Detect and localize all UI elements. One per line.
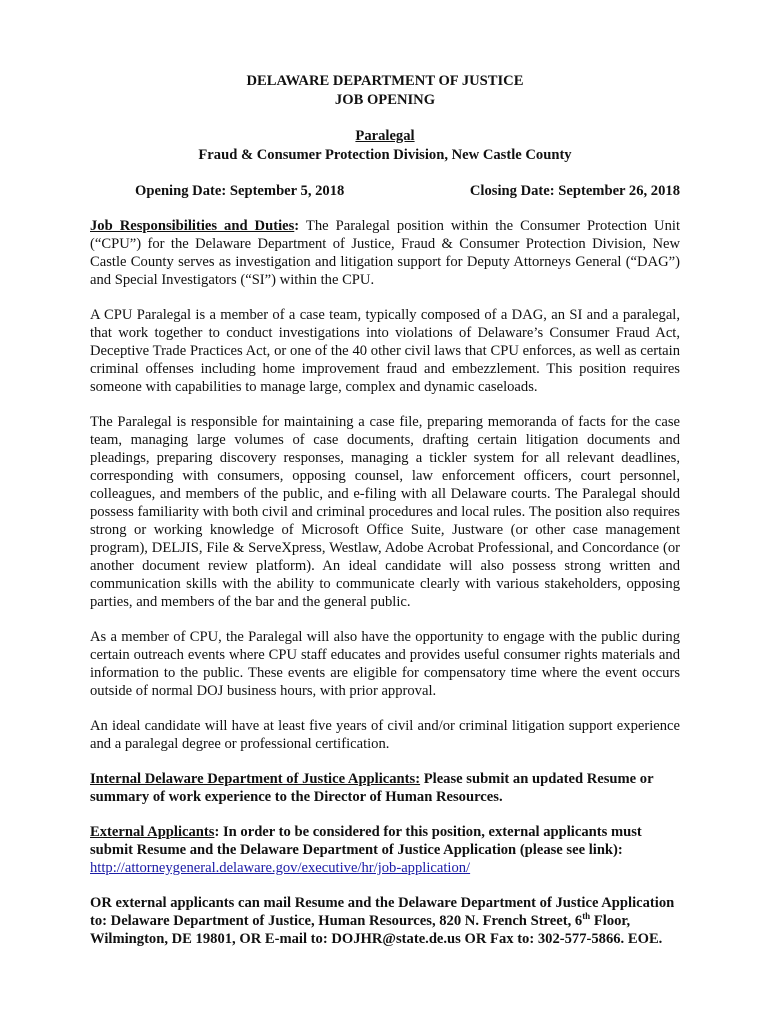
- position-title: Paralegal: [355, 128, 415, 144]
- external-applicants-heading: External Applicants: [90, 824, 215, 840]
- team-paragraph: A CPU Paralegal is a member of a case team, typically composed of a DAG, an SI and a paralegal, that work together to conduct investigations into violations of Delaware’s Consumer Fraud Act, Deceptive Trade Practices Act, or one of the 40 other civil laws that CPU enforces, as well as certain criminal offenses including home improvement fraud and embezzlement. This position requires someone with capabilities to manage large, complex and dynamic caseloads.: [90, 307, 680, 395]
- ideal-candidate-paragraph: An ideal candidate will have at least five years of civil and/or criminal litigation support experience and a paralegal degree or professional certification.: [90, 718, 680, 752]
- closing-date: Closing Date: September 26, 2018: [469, 183, 680, 199]
- position-title-block: [90, 127, 680, 165]
- internal-applicants-text: Please submit an updated Resume or summary of work experience to the Director of Human Resources.: [90, 771, 654, 805]
- division-name: Fraud & Consumer Protection Division, New Castle County: [198, 147, 572, 163]
- dates-row: [90, 182, 680, 200]
- outreach-paragraph: As a member of CPU, the Paralegal will also have the opportunity to engage with the public during certain outreach events where CPU staff educates and provides useful consumer rights materials and information to the public. These events are eligible for compensatory time where the event occurs outside of normal DOJ business hours, with prior approval.: [90, 629, 680, 699]
- agency-heading: DELAWARE DEPARTMENT OF JUSTICE: [246, 73, 524, 89]
- job-application-link[interactable]: http://attorneygeneral.delaware.gov/executive/hr/job-application/: [90, 860, 471, 876]
- responsibilities-colon: :: [294, 218, 300, 234]
- responsibilities-text: The Paralegal position within the Consumer Protection Unit (“CPU”) for the Delaware Department of Justice, Fraud & Consumer Protection Division, New Castle County serves as investigation and litigation support for Deputy Attorneys General (“DAG”) and Special Investigators (“SI”) within the CPU.: [90, 218, 680, 288]
- duties-paragraph: The Paralegal is responsible for maintaining a case file, preparing memoranda of facts for the case team, managing large volumes of case documents, drafting certain litigation documents and pleadings, preparing discovery responses, managing a tickler system for all relevant deadlines, corresponding with consumers, opposing counsel, law enforcement officers, court personnel, colleagues, and members of the public, and e-filing with all Delaware courts. The Paralegal should possess familiarity with both civil and criminal procedures and local rules. The position also requires strong or working knowledge of Microsoft Office Suite, Justware (or other case management program), DELJIS, File & ServeXpress, Westlaw, Adobe Acrobat Professional, and Concordance (or another document review platform). An ideal candidate will also possess strong written and communication skills with the ability to communicate clearly with various stakeholders, opposing parties, and members of the bar and the general public.: [90, 414, 680, 610]
- mail-text-before: OR external applicants can mail Resume and the Delaware Department of Justice Application to: Delaware Department of Justice, Human Resources, 820 N. French Street, 6: [90, 895, 675, 929]
- opening-date: Opening Date: September 5, 2018: [135, 183, 345, 199]
- floor-ordinal-suffix: th: [582, 911, 591, 922]
- internal-applicants-paragraph: [90, 770, 680, 806]
- job-opening-heading: JOB OPENING: [334, 92, 436, 108]
- external-applicants-text: : In order to be considered for this position, external applicants must submit Resume and the Delaware Department of Justice Application (please see link):: [90, 824, 642, 858]
- responsibilities-paragraph: [90, 217, 680, 289]
- external-applicants-paragraph: [90, 823, 680, 877]
- mail-instructions-paragraph: [90, 894, 680, 948]
- internal-applicants-heading: Internal Delaware Department of Justice Applicants:: [90, 771, 421, 787]
- responsibilities-heading: Job Responsibilities and Duties: [90, 218, 295, 234]
- mail-text-after: Floor, Wilmington, DE 19801, OR E-mail to: DOJHR@state.de.us OR Fax to: 302-577-5866. EOE.: [90, 913, 663, 947]
- job-posting-page: [90, 72, 680, 948]
